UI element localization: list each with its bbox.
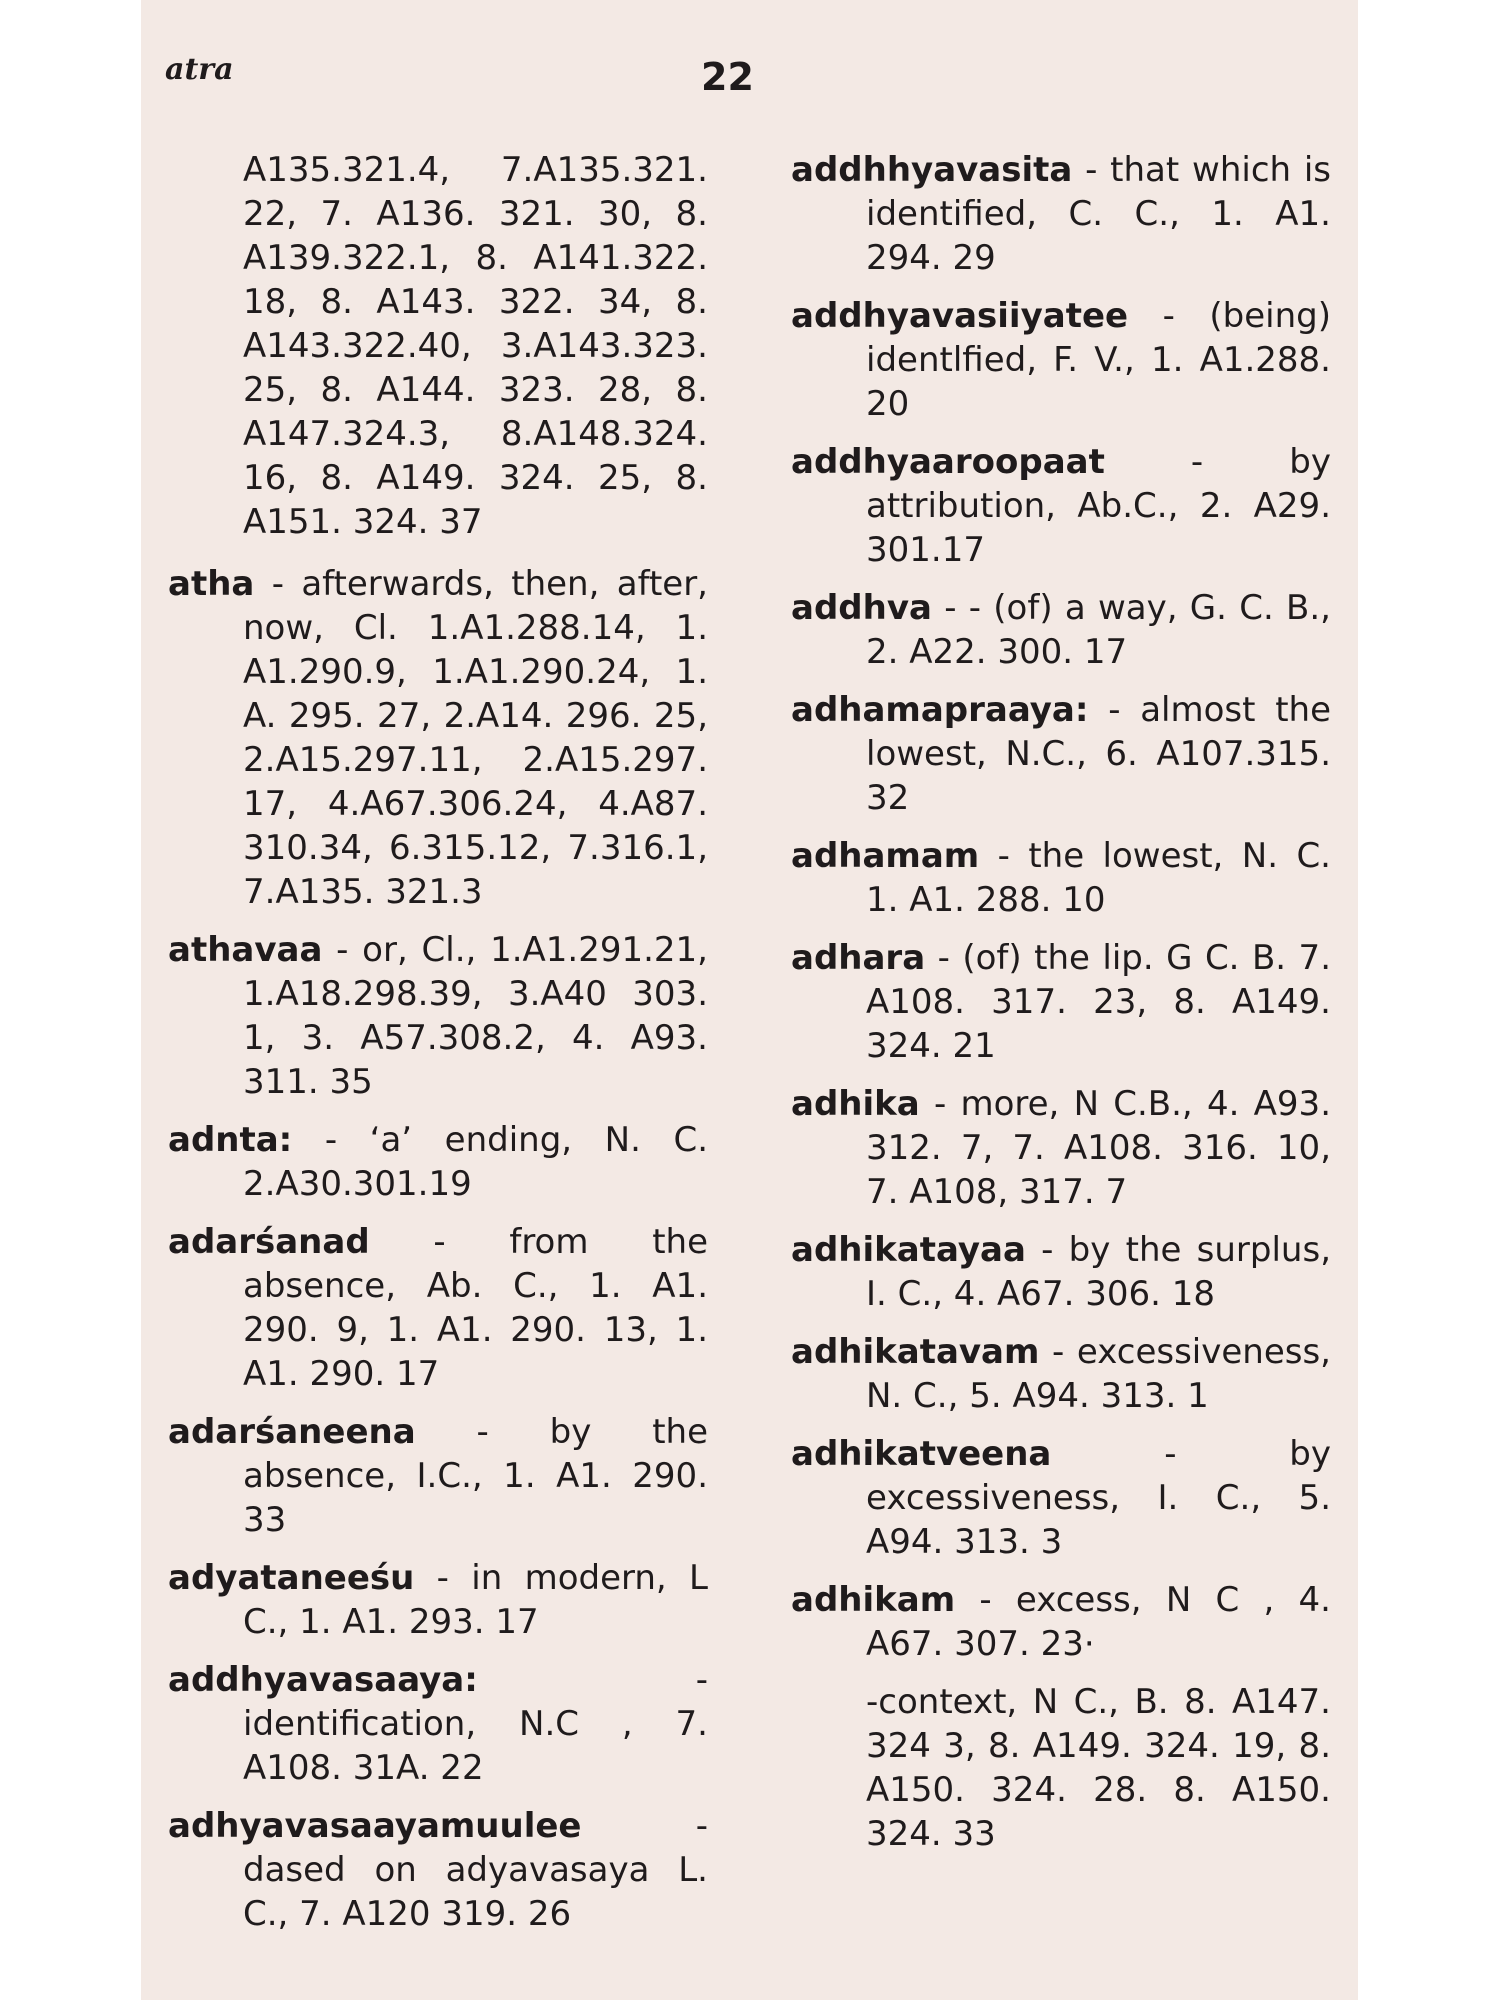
entry-text: - identification, N.C , 7. A108. 31A. 22	[243, 1660, 708, 1788]
dictionary-entry	[791, 688, 1331, 820]
entry-text: - from the absence, Ab. C., 1. A1. 290. 9, 1. A1. 290. 13, 1. A1. 290. 17	[243, 1222, 708, 1394]
dictionary-entry	[168, 1658, 708, 1790]
entry-headword: adarśaneena	[168, 1412, 416, 1452]
entry-text: - almost the lowest, N.C., 6. A107.315. 32	[866, 690, 1331, 818]
entry-headword: adhyavasaayamuulee	[168, 1806, 582, 1846]
entry-text: -context, N C., B. 8. A147. 324 3, 8. A149. 324. 19, 8. A150. 324. 28. 8. A150. 324. 33	[866, 1682, 1331, 1854]
dictionary-entry	[168, 1118, 708, 1206]
entry-headword: adnta:	[168, 1120, 293, 1160]
entry-headword: adyataneeśu	[168, 1558, 415, 1598]
entry-headword: adarśanad	[168, 1222, 370, 1262]
entry-text: - in modern, L C., 1. A1. 293. 17	[243, 1558, 708, 1642]
dictionary-entry	[168, 562, 708, 914]
entry-headword: adhamapraaya:	[791, 690, 1089, 730]
dictionary-entry	[168, 148, 708, 544]
dictionary-entry	[791, 1228, 1331, 1316]
entry-headword: adhara	[791, 938, 926, 978]
entry-headword: adhikatavam	[791, 1332, 1040, 1372]
entry-text: - by attribution, Ab.C., 2. A29. 301.17	[866, 442, 1331, 570]
entry-headword: adhikatveena	[791, 1434, 1052, 1474]
entry-text: - that which is identified, C. C., 1. A1. 294. 29	[866, 150, 1331, 278]
dictionary-entry	[168, 1410, 708, 1542]
dictionary-entry	[791, 1330, 1331, 1418]
entry-headword: addhyavasaaya:	[168, 1660, 478, 1700]
entry-text: - excess, N C , 4. A67. 307. 23·	[866, 1580, 1331, 1664]
entry-headword: addhyaaroopaat	[791, 442, 1105, 482]
entry-text: - by the absence, I.C., 1. A1. 290. 33	[243, 1412, 708, 1540]
left-column	[168, 148, 708, 1950]
entry-text: - (being) identlfied, F. V., 1. A1.288. 20	[866, 296, 1331, 424]
page-number: 22	[701, 55, 754, 99]
dictionary-entry	[791, 1082, 1331, 1214]
entry-text: - the lowest, N. C. 1. A1. 288. 10	[866, 836, 1331, 920]
entry-headword: addhva	[791, 588, 932, 628]
entry-headword: addhyavasiiyatee	[791, 296, 1129, 336]
dictionary-entry	[791, 1680, 1331, 1856]
dictionary-page	[141, 0, 1358, 2000]
dictionary-entry	[168, 1804, 708, 1936]
dictionary-entry	[791, 1432, 1331, 1564]
dictionary-entry	[791, 586, 1331, 674]
entry-headword: atha	[168, 564, 255, 604]
entry-text: - dased on adyavasaya L. C., 7. A120 319. 26	[243, 1806, 708, 1934]
dictionary-entry	[168, 928, 708, 1104]
dictionary-entry	[168, 1556, 708, 1644]
entry-text: - more, N C.B., 4. A93. 312. 7, 7. A108. 316. 10, 7. A108, 317. 7	[866, 1084, 1331, 1212]
entry-text: - - (of) a way, G. C. B., 2. A22. 300. 17	[866, 588, 1331, 672]
entry-headword: adhamam	[791, 836, 980, 876]
dictionary-entry	[791, 440, 1331, 572]
entry-headword: athavaa	[168, 930, 323, 970]
entry-text: - by the surplus, I. C., 4. A67. 306. 18	[866, 1230, 1331, 1314]
dictionary-entry	[791, 294, 1331, 426]
entry-text: - by excessiveness, I. C., 5. A94. 313. 3	[866, 1434, 1331, 1562]
entry-text: - or, Cl., 1.A1.291.21, 1.A18.298.39, 3.A40 303. 1, 3. A57.308.2, 4. A93. 311. 35	[243, 930, 708, 1102]
right-column	[791, 148, 1331, 1870]
entry-text: - afterwards, then, after, now, Cl. 1.A1.288.14, 1. A1.290.9, 1.A1.290.24, 1. A. 295. 27, 2.A14. 296. 25, 2.A15.297.11, 2.A15.297. 17, 4.A67.306.24, 4.A87. 310.34, 6.315.12, 7.316.1, 7.A135. 321.3	[243, 564, 708, 912]
entry-headword: adhika	[791, 1084, 920, 1124]
entry-text: - excessiveness, N. C., 5. A94. 313. 1	[866, 1332, 1331, 1416]
dictionary-entry	[791, 1578, 1331, 1666]
running-head: atra	[165, 52, 234, 87]
entry-headword: adhikatayaa	[791, 1230, 1026, 1270]
dictionary-entry	[168, 1220, 708, 1396]
entry-text: - (of) the lip. G C. B. 7. A108. 317. 23, 8. A149. 324. 21	[866, 938, 1331, 1066]
entry-headword: adhikam	[791, 1580, 956, 1620]
dictionary-entry	[791, 936, 1331, 1068]
entry-text: - ‘a’ ending, N. C. 2.A30.301.19	[243, 1120, 708, 1204]
entry-text: A135.321.4, 7.A135.321. 22, 7. A136. 321. 30, 8. A139.322.1, 8. A141.322. 18, 8. A143. 322. 34, 8. A143.322.40, 3.A143.323. 25, 8. A144. 323. 28, 8. A147.324.3, 8.A148.324. 16, 8. A149. 324. 25, 8. A151. 324. 37	[243, 150, 708, 542]
dictionary-entry	[791, 834, 1331, 922]
dictionary-entry	[791, 148, 1331, 280]
entry-headword: addhhyavasita	[791, 150, 1073, 190]
